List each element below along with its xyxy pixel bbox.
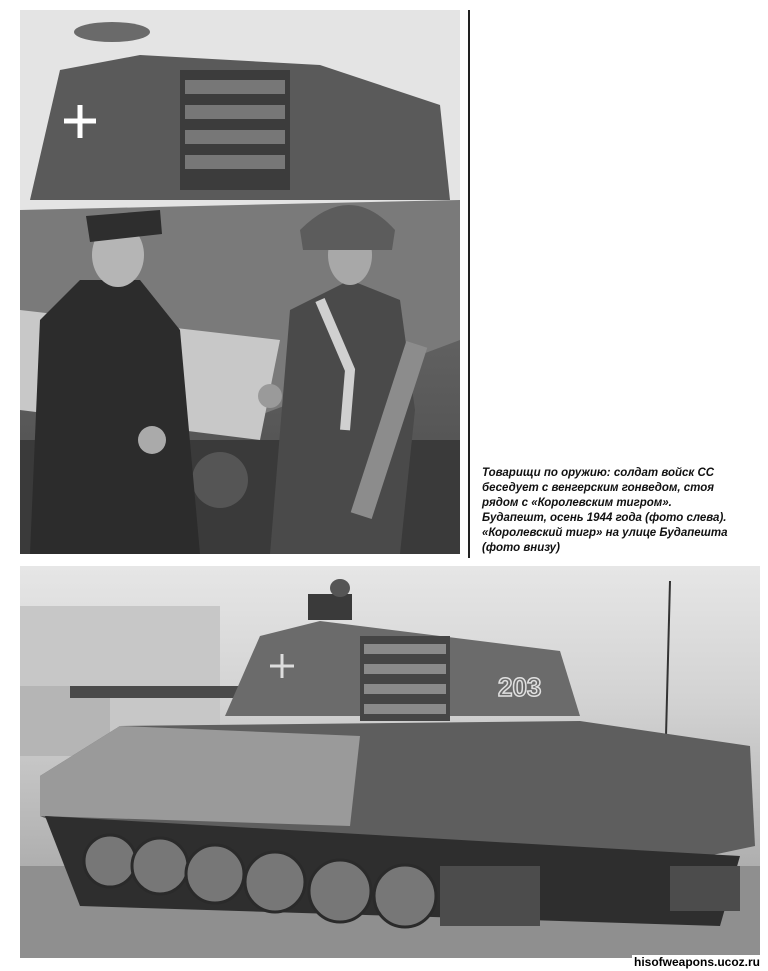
caption-line: (фото внизу) [482,542,560,554]
caption-line: «Королевский тигр» на улице Будапешта [482,527,728,539]
watermark: hisofweapons.ucoz.ru [633,955,760,969]
caption-line: Будапешт, осень 1944 года (фото слева). [482,512,727,524]
caption-line: рядом с «Королевским тигром». [482,497,672,509]
caption-line: Товарищи по оружию: солдат войск СС [482,467,715,479]
photo-soldiers-with-tank [20,10,460,554]
figure-tank-commander [308,579,352,620]
photo-tank-illustration [20,566,760,958]
photo-tank-on-street [20,566,760,958]
photo-caption [482,466,758,556]
tank-number: 203 [498,672,542,702]
column-divider [468,10,470,558]
caption-line: беседует с венгерским гонведом, стоя [482,482,715,494]
photo-soldiers-illustration [20,10,460,554]
